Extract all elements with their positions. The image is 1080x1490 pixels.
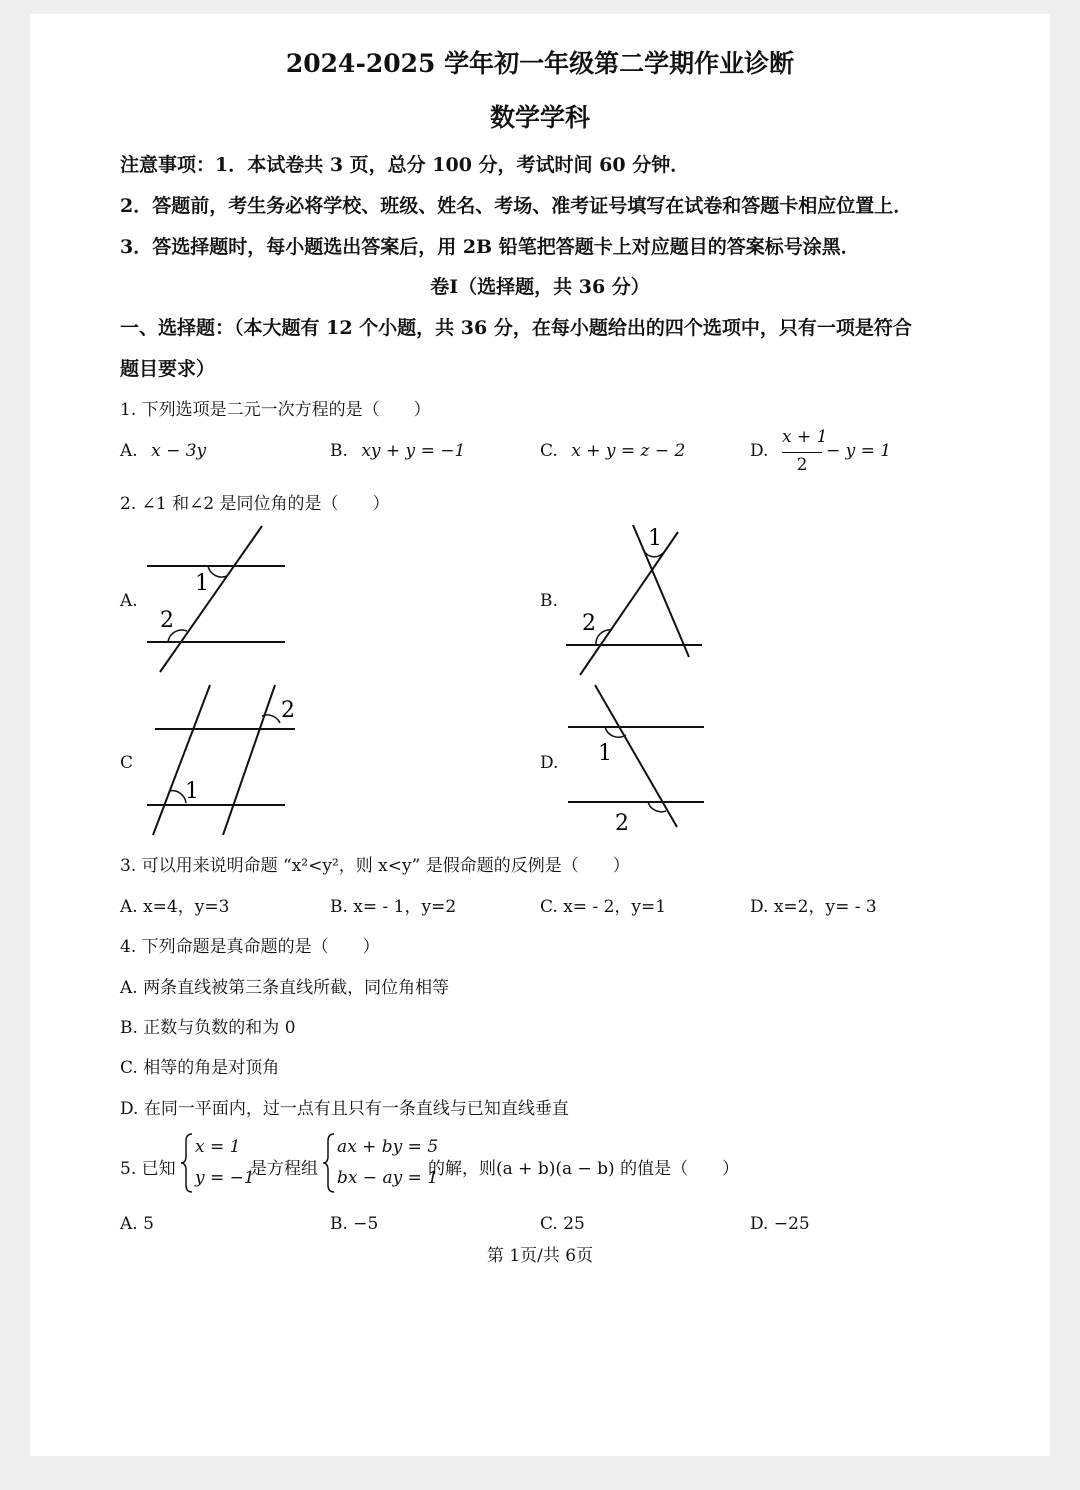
exam-title: 2024-2025 学年初一年级第二学期作业诊断	[285, 49, 795, 78]
q5-option-c: C. 25	[540, 1214, 585, 1234]
q4-option-b: B. 正数与负数的和为 0	[120, 1018, 296, 1038]
q2-stem: 2. ∠1 和∠2 是同位角的是（ ）	[120, 494, 390, 514]
q2-figure-b	[560, 520, 720, 680]
q1-stem: 1. 下列选项是二元一次方程的是（ ）	[120, 400, 431, 420]
q5-option-d: D. −25	[750, 1214, 810, 1234]
q5-prefix: 5. 已知	[120, 1159, 176, 1179]
q5-system2-line2: bx − ay = 1	[337, 1168, 439, 1188]
q5-system2-line1: ax + by = 5	[337, 1137, 439, 1157]
q1-c-label: C.	[540, 441, 558, 461]
q3-option-c: C. x= - 2，y=1	[540, 897, 667, 917]
q2-figure-c	[140, 680, 310, 845]
q3-stem: 3. 可以用来说明命题 “x²<y²，则 x<y” 是假命题的反例是（ ）	[120, 856, 630, 876]
q5-suffix: 的解，则(a + b)(a − b) 的值是（ ）	[428, 1159, 740, 1179]
q4-option-c: C. 相等的角是对顶角	[120, 1058, 280, 1078]
q1-option-a	[120, 441, 206, 461]
q5-system1-line2: y = −1	[195, 1168, 255, 1188]
q1-a-expr: x − 3y	[151, 441, 207, 461]
q1-a-label: A.	[120, 441, 138, 461]
section-heading-line2: 题目要求）	[120, 358, 216, 380]
q1-option-d-label: D.	[750, 441, 769, 461]
q4-stem: 4. 下列命题是真命题的是（ ）	[120, 937, 380, 957]
note-line-3: 3．答选择题时，每小题选出答案后，用 2B 铅笔把答题卡上对应题目的答案标号涂黑．	[120, 236, 860, 258]
q2-a-label: A.	[120, 591, 138, 611]
angle-label-1: 1	[648, 526, 662, 551]
q1-option-b	[330, 441, 465, 461]
left-brace-icon	[322, 1132, 336, 1194]
q3-option-a: A. x=4，y=3	[120, 897, 230, 917]
q3-option-b: B. x= - 1，y=2	[330, 897, 457, 917]
transversal	[160, 526, 262, 672]
q2-b-label: B.	[540, 591, 558, 611]
page-number: 第 1页/共 6页	[486, 1246, 594, 1266]
fraction-bar	[782, 452, 822, 453]
angle-label-2: 2	[160, 608, 174, 633]
q3-option-d: D. x=2，y= - 3	[750, 897, 877, 917]
angle-arc-1	[208, 566, 227, 577]
note-line-2: 2．答题前，考生务必将学校、班级、姓名、考场、准考证号填写在试卷和答题卡相应位置上．	[120, 195, 913, 217]
angle-label-2: 2	[281, 698, 295, 723]
q5-system1-line1: x = 1	[195, 1137, 241, 1157]
q2-figure-d	[560, 680, 720, 845]
q4-option-d: D. 在同一平面内，过一点有且只有一条直线与已知直线垂直	[120, 1099, 569, 1119]
angle-label-2: 2	[615, 811, 629, 836]
q1-d-numerator: x + 1	[782, 427, 828, 447]
q5-middle: 是方程组	[250, 1159, 318, 1179]
q1-d-rest: − y = 1	[826, 441, 892, 461]
q2-d-label: D.	[540, 753, 559, 773]
q1-option-c	[540, 441, 685, 461]
q1-d-denominator: 2	[796, 455, 808, 475]
section-heading-line1: 一、选择题：（本大题有 12 个小题，共 36 分，在每小题给出的四个选项中，只有一项是符合	[120, 317, 912, 339]
subject-title: 数学学科	[489, 103, 590, 132]
transversal-left	[153, 685, 210, 835]
angle-label-2: 2	[582, 611, 596, 636]
angle-label-1: 1	[195, 571, 209, 596]
q4-option-a: A. 两条直线被第三条直线所截，同位角相等	[120, 978, 450, 998]
q5-option-b: B. −5	[330, 1214, 379, 1234]
q1-b-expr: xy + y = −1	[361, 441, 466, 461]
angle-label-1: 1	[185, 779, 199, 804]
left-brace-icon	[180, 1132, 194, 1194]
q2-c-label: C	[120, 753, 134, 773]
transversal-right	[223, 685, 275, 835]
note-line-1: 注意事项：1．本试卷共 3 页，总分 100 分，考试时间 60 分钟．	[120, 154, 690, 176]
q1-c-expr: x + y = z − 2	[571, 441, 686, 461]
q1-b-label: B.	[330, 441, 348, 461]
volume-heading: 卷I（选择题，共 36 分）	[430, 276, 650, 298]
q5-option-a: A. 5	[120, 1214, 154, 1234]
q2-figure-a	[140, 520, 300, 680]
angle-arc-1	[169, 791, 186, 803]
angle-label-1: 1	[598, 741, 612, 766]
